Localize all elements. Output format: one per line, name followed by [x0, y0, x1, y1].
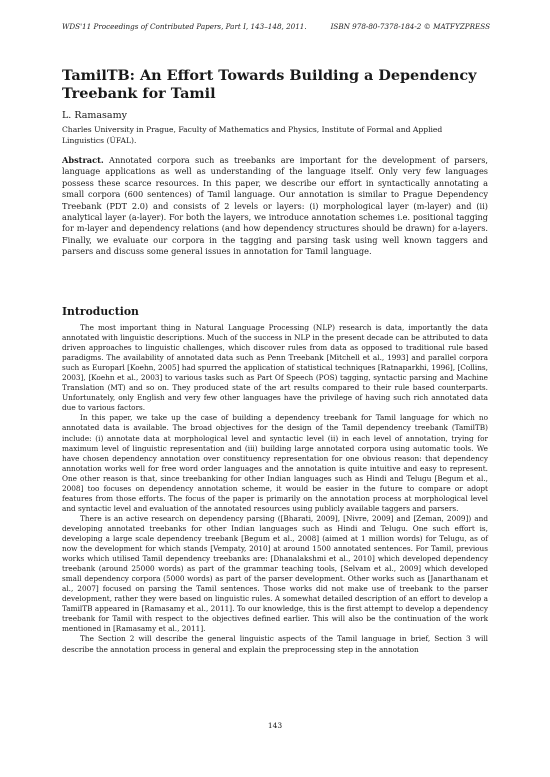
paragraph: The most important thing in Natural Language Processing (NLP) research is data, importantly the data annotated with linguistic descriptions. Much of the success in NLP in the present decade can be attributed to data driven approaches to linguistic challenges, which discover rules from data as opposed to traditional rule based paradigms. The availability of annotated data such as Penn Treebank [Mitchell et al., 1993] and parallel corpora such as Europarl [Koehn, 2005] had spurred the application of statistical techniques [Ratnaparkhi, 1996], [Collins, 2003], [Koehn et al., 2003] to various tasks such as Part Of Speech (POS) tagging, syntactic parsing and Machine Translation (MT) and so on. They produced state of the art results compared to their rule based counterparts. Unfortunately, only English and very few other languages have the privilege of having such rich annotated data due to various factors.	[62, 323, 488, 413]
abstract-label: Abstract.	[62, 155, 104, 165]
abstract	[62, 155, 488, 258]
paragraph: There is an active research on dependency parsing ([Bharati, 2009], [Nivre, 2009] and [Zeman, 2009]) and developing annotated treebanks for other Indian languages such as Hindi and Telugu. One such effort is, developing a large scale dependency treebank [Begum et al., 2008] (aimed at 1 million words) for Telugu, as of now the development for which stands [Vempaty, 2010] at around 1500 annotated sentences. For Tamil, previous works which utilised Tamil dependency treebanks are: [Dhanalakshmi et al., 2010] which developed dependency treebank (around 25000 words) as part of the grammar teaching tools, [Selvam et al., 2009] which developed small dependency corpora (5000 words) as part of the parser development. Other works such as [Janarthanam et al., 2007] focused on parsing the Tamil sentences. Those works did not make use of treebank to the parser development, rather they were based on linguistic rules. A somewhat detailed description of an effort to develop a TamilTB appeared in [Ramasamy et al., 2011]. To our knowledge, this is the first attempt to develop a dependency treebank for Tamil with respect to the objectives defined earlier. This will also be the continuation of the work mentioned in [Ramasamy et al., 2011].	[62, 513, 488, 634]
header-left: WDS'11 Proceedings of Contributed Papers, Part I, 143–148, 2011.	[62, 22, 307, 31]
affiliation: Charles University in Prague, Faculty of Mathematics and Physics, Institute of Formal and Applied Linguistics (ÚFAL).	[62, 125, 443, 145]
author: L. Ramasamy	[62, 110, 127, 121]
running-header	[62, 22, 490, 31]
body-text	[62, 323, 488, 655]
paragraph: The Section 2 will describe the general linguistic aspects of the Tamil language in brief, Section 3 will describe the annotation process in general and explain the preprocessing step in the annotation	[62, 634, 488, 654]
paper-title: TamilTB: An Effort Towards Building a Dependency Treebank for Tamil	[62, 67, 477, 102]
section-heading: Introduction	[62, 305, 139, 318]
page-number: 143	[267, 721, 283, 730]
paragraph: In this paper, we take up the case of building a dependency treebank for Tamil language for which no annotated data is available. The broad objectives for the design of the Tamil dependency treebank (TamilTB) include: (i) annotate data at morphological level and syntactic level (ii) in each level of annotation, trying for maximum level of linguistic representation and (iii) building large annotated corpora using automatic tools. We have chosen dependency annotation over constituency representation for one obvious reason: that dependency annotation works well for free word order languages and the annotation is quite intuitive and easy to represent. One other reason is that, since treebanking for other Indian languages such as Hindi and Telugu [Begum et al., 2008] too focuses on dependency annotation scheme, it would be easier in the future to compare or adopt features from those efforts. The focus of the paper is primarily on the annotation process at morphological level and syntactic level and evaluation of the annotated resources using publicly available taggers and parsers.	[62, 413, 488, 513]
header-right: ISBN 978-80-7378-184-2 © MATFYZPRESS	[330, 22, 490, 31]
abstract-text: Annotated corpora such as treebanks are important for the development of parsers, language applications as well as understanding of the language itself. Only very few languages possess these scarce resources. In this paper, we describe our effort in syntactically annotating a small corpora (600 sentences) of Tamil language. Our annotation is similar to Prague Dependency Treebank (PDT 2.0) and consists of 2 levels or layers: (i) morphological layer (m-layer) and (ii) analytical layer (a-layer). For both the layers, we introduce annotation schemes i.e. positional tagging for m-layer and dependency relations (and how dependency structures should be drawn) for a-layers. Finally, we evaluate our corpora in the tagging and parsing task using well known taggers and parsers and discuss some general issues in annotation for Tamil language.	[62, 155, 488, 257]
